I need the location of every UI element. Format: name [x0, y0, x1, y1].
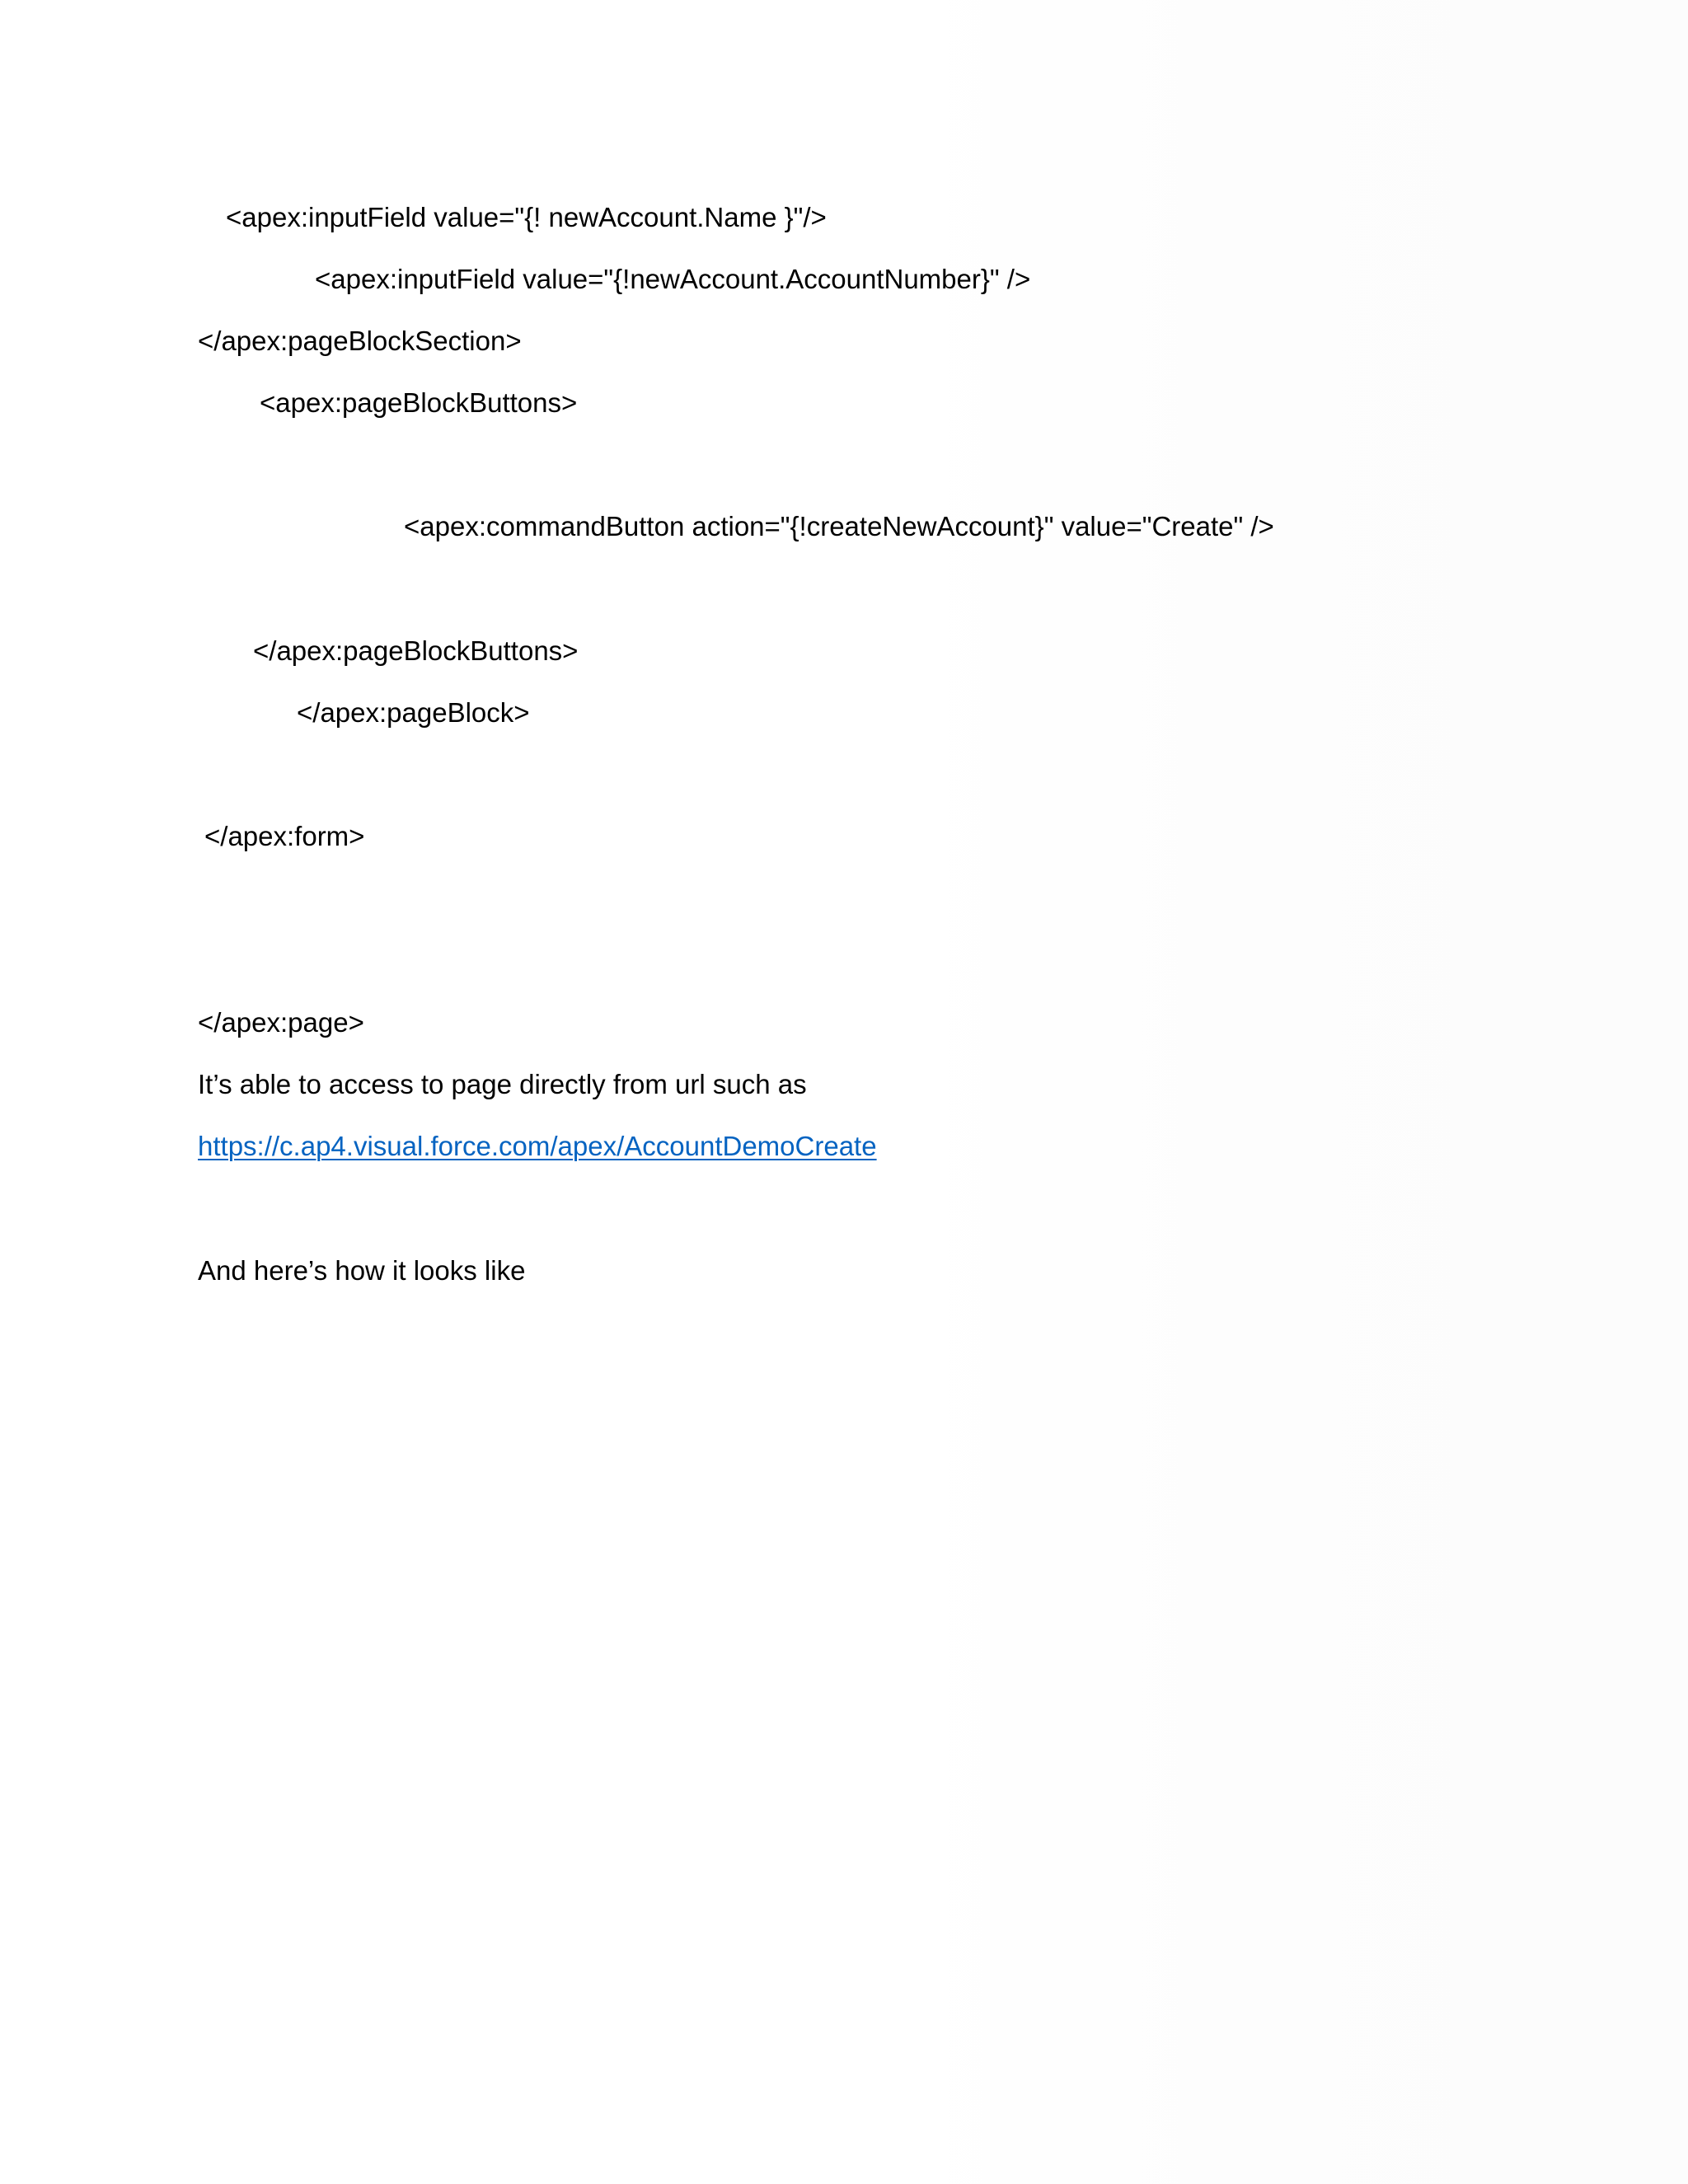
code-line-close-form: </apex:form>	[204, 821, 365, 851]
code-line-close-pageblocksection: </apex:pageBlockSection>	[198, 326, 522, 356]
code-line-commandbutton: <apex:commandButton action="{!createNewAccount}" value="Create" />	[404, 511, 1274, 541]
code-line-close-page: </apex:page>	[198, 1007, 364, 1038]
code-line-close-pageblockbuttons: </apex:pageBlockButtons>	[253, 635, 579, 666]
paragraph-access-url: It’s able to access to page directly from url such as	[198, 1069, 807, 1099]
code-line-close-pageblock: </apex:pageBlock>	[297, 697, 530, 728]
code-line-input-account-number: <apex:inputField value="{!newAccount.AccountNumber}" />	[315, 264, 1031, 294]
paragraph-looks-like: And here’s how it looks like	[198, 1255, 526, 1286]
code-line-input-name: <apex:inputField value="{! newAccount.Name }"/>	[226, 202, 827, 232]
page-shading	[907, 0, 1688, 2184]
url-link[interactable]: https://c.ap4.visual.force.com/apex/AccountDemoCreate	[198, 1131, 877, 1161]
code-line-open-pageblockbuttons: <apex:pageBlockButtons>	[260, 387, 578, 418]
